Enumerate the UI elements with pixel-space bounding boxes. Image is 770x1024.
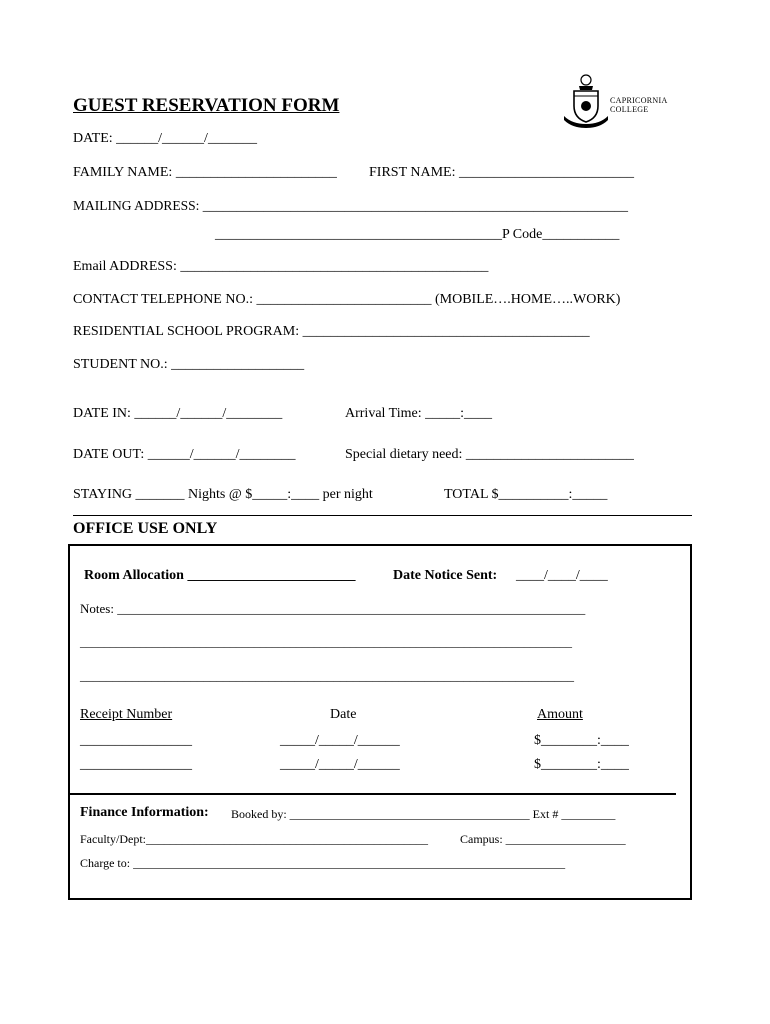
- finance-information-label: Finance Information:: [80, 805, 209, 820]
- campus-field[interactable]: Campus: ____________________: [460, 832, 626, 846]
- date-header: Date: [330, 707, 357, 722]
- college-logo: [562, 72, 672, 132]
- receipt-amount-field[interactable]: $________:____: [534, 733, 629, 748]
- booked-by-field[interactable]: Booked by: ________________________________________ Ext # _________: [231, 807, 616, 821]
- staying-field[interactable]: STAYING _______ Nights @ $_____:____ per night: [73, 487, 373, 502]
- charge-to-field[interactable]: Charge to: ________________________________________________________________________: [80, 856, 566, 870]
- total-field[interactable]: TOTAL $__________:_____: [444, 487, 608, 502]
- receipt-field[interactable]: ________________: [80, 733, 192, 748]
- notes-field[interactable]: Notes: ________________________________________________________________________: [80, 601, 586, 616]
- date-field[interactable]: DATE: ______/______/_______: [73, 131, 257, 146]
- receipt-date-field[interactable]: _____/_____/______: [280, 733, 400, 748]
- divider-line: [73, 515, 692, 516]
- date-out-field[interactable]: DATE OUT: ______/______/________: [73, 447, 296, 462]
- date-notice-label: Date Notice Sent:: [393, 568, 498, 583]
- college-crest-icon: [562, 72, 610, 132]
- amount-header: Amount: [537, 707, 583, 722]
- receipt-field[interactable]: ________________: [80, 757, 192, 772]
- faculty-dept-field[interactable]: Faculty/Dept:_______________________________________________: [80, 832, 428, 846]
- receipt-amount-field[interactable]: $________:____: [534, 757, 629, 772]
- first-name-field[interactable]: FIRST NAME: _________________________: [369, 165, 634, 180]
- form-title: GUEST RESERVATION FORM: [73, 95, 340, 116]
- receipt-number-header: Receipt Number: [80, 707, 173, 722]
- receipt-date-field[interactable]: _____/_____/______: [280, 757, 400, 772]
- date-in-field[interactable]: DATE IN: ______/______/________: [73, 406, 283, 421]
- student-no-field[interactable]: STUDENT NO.: ___________________: [73, 357, 305, 372]
- office-use-heading: OFFICE USE ONLY: [73, 520, 218, 537]
- address-line2-field[interactable]: _________________________________________P Code___________: [215, 227, 620, 242]
- dietary-field[interactable]: Special dietary need: ________________________: [345, 447, 634, 462]
- arrival-time-field[interactable]: Arrival Time: _____:____: [345, 406, 493, 421]
- notes-line2[interactable]: __________________________________________________________________________________: [80, 635, 572, 649]
- family-name-field[interactable]: FAMILY NAME: _______________________: [73, 165, 337, 180]
- mailing-address-field[interactable]: MAILING ADDRESS: _______________________________________________________________: [73, 198, 629, 213]
- program-field[interactable]: RESIDENTIAL SCHOOL PROGRAM: _________________________________________: [73, 324, 590, 339]
- date-notice-field[interactable]: ____/____/____: [516, 568, 608, 583]
- telephone-field[interactable]: CONTACT TELEPHONE NO.: _________________________ (MOBILE….HOME…..WORK): [73, 292, 621, 307]
- email-field[interactable]: Email ADDRESS: ____________________________________________: [73, 259, 489, 274]
- logo-name-line1: CAPRICORNIA: [610, 96, 668, 105]
- notes-line3[interactable]: ____________________________________________________________________________: [80, 668, 574, 683]
- logo-name-line2: COLLEGE: [610, 105, 649, 114]
- room-allocation-field[interactable]: Room Allocation ________________________: [84, 568, 356, 583]
- finance-divider: [70, 793, 676, 795]
